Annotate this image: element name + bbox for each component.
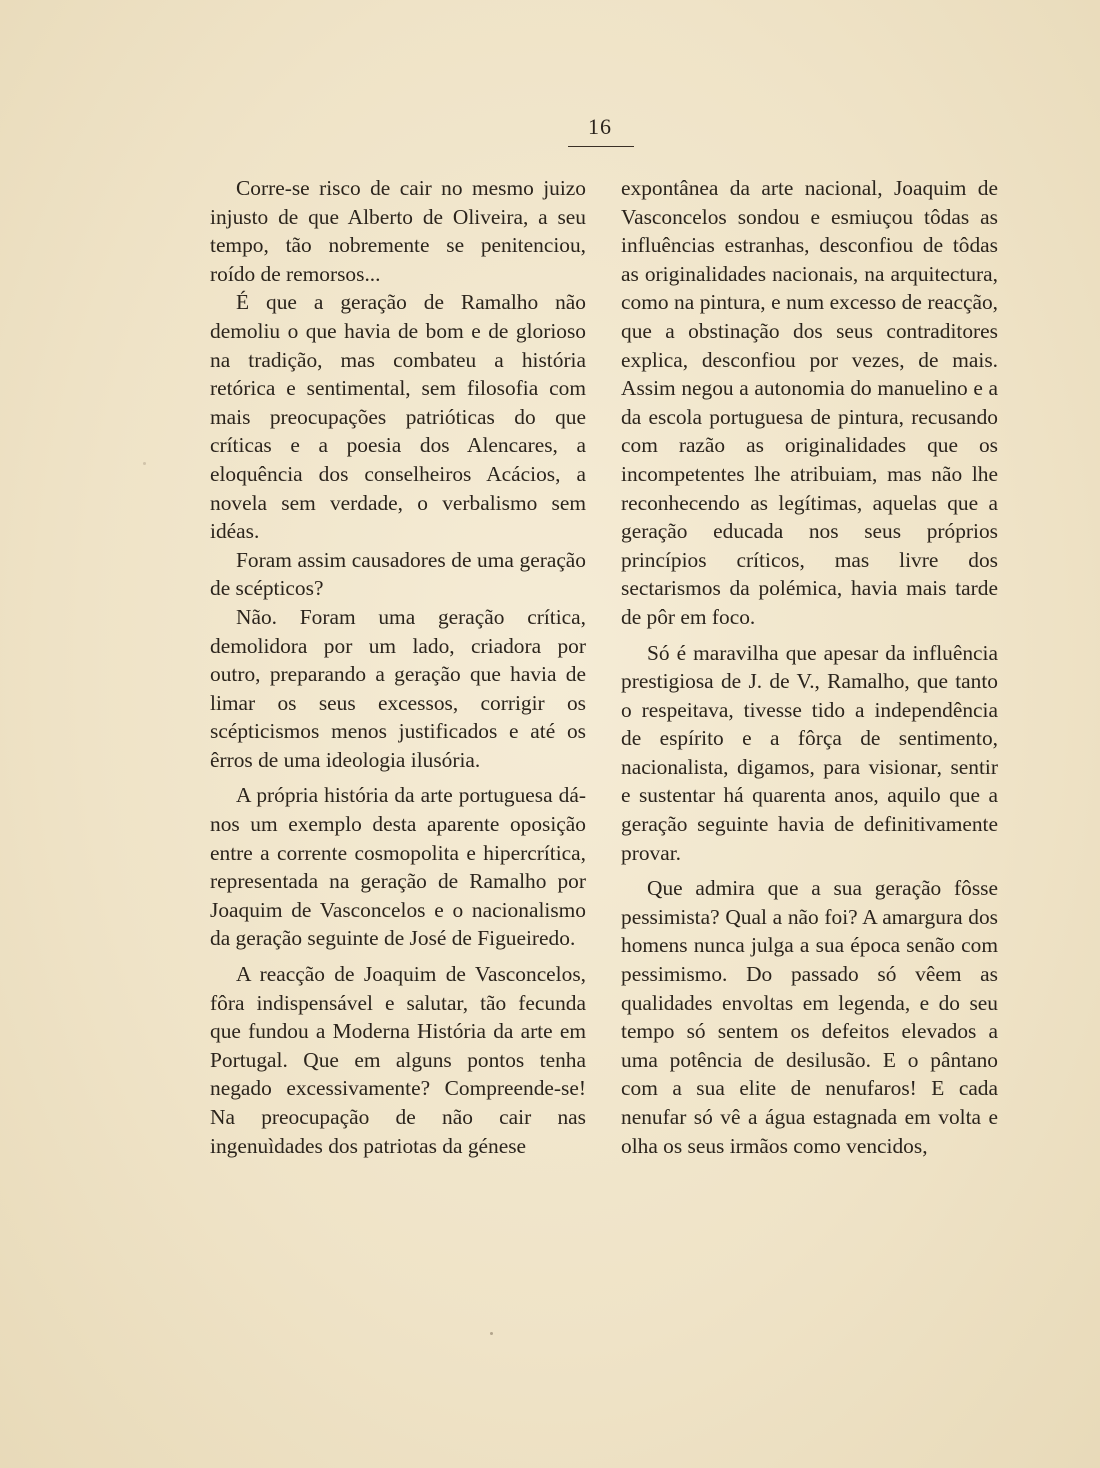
- paragraph: Não. Foram uma geração crítica, demolidora por um lado, criadora por outro, preparando a geração que havia de limar os seus excessos, corrigir os scépticismos menos justificados e até os êrros de uma ideologia ilusória.: [210, 604, 586, 772]
- paper-speck: [490, 1332, 493, 1335]
- paragraph: É que a geração de Ramalho não demoliu o que havia de bom e de glorioso na tradição, mas combateu a história retórica e sentimental, sem filosofia com mais preocupações patrióticas do que críticas e a poesia dos Alencares, a eloquência dos conselheiros Acácios, a novela sem verdade, o verbalismo sem idéas.: [210, 290, 586, 544]
- paragraph: expontânea da arte nacional, Joaquim de Vasconcelos sondou e esmiuçou tôdas as influências estranhas, desconfiou de tôdas as originalidades nacionais, na arquitectura, como na pintura, e num excesso de reacção, que a obstinação dos seus contraditores explica, desconfiou por vezes, de mais. Assim negou a autonomia do manuelino e a da escola portuguesa de pintura, recusando com razão as originalidades que os incompetentes lhe atribuiam, mas não lhe reconhecendo as legítimas, aquelas que a geração educada nos seus próprios princípios críticos, mas livre dos sectarismos da polémica, havia mais tarde de pôr em foco.: [621, 176, 998, 629]
- page-number: 16: [588, 114, 612, 139]
- paragraph: Só é maravilha que apesar da influência prestigiosa de J. de V., Ramalho, que tanto o respeitava, tivesse tido a independência de espírito e a fôrça de sentimento, nacionalista, digamos, para visionar, sentir e sustentar há quarenta anos, aquilo que a geração seguinte havia de definitivamente provar.: [621, 640, 998, 865]
- paragraph: Foram assim causadores de uma geração de scépticos?: [210, 547, 586, 601]
- paragraph: Corre-se risco de cair no mesmo juizo injusto de que Alberto de Oliveira, a seu tempo, tão nobremente se penitenciou, roído de remorsos...: [210, 176, 586, 286]
- paragraph: A reacção de Joaquim de Vasconcelos, fôra indispensável e salutar, tão fecunda que fundou a Moderna História da arte em Portugal. Que em alguns pontos tenha negado excessivamente? Compreende-se! Na preocupação de não cair nas ingenuìdades dos patriotas da génese: [210, 962, 586, 1158]
- paper-speck: [143, 462, 146, 465]
- paragraph: Que admira que a sua geração fôsse pessimista? Qual a não foi? A amargura dos homens nunca julga a sua época senão com pessimismo. Do passado só vêem as qualidades envoltas em legenda, e do seu tempo só sentem os defeitos elevados a uma potência de desilusão. E o pântano com a sua elite de nenufaros! E cada nenufar só vê a água estagnada em volta e olha os seus irmãos como vencidos,: [621, 876, 998, 1158]
- right-text-column: [621, 174, 998, 1160]
- paragraph: A própria história da arte portuguesa dá-nos um exemplo desta aparente oposição entre a corrente cosmopolita e hipercrítica, representada na geração de Ramalho por Joaquim de Vasconcelos e o nacionalismo da geração seguinte de José de Figueiredo.: [210, 783, 586, 951]
- page-number-rule: [568, 146, 634, 147]
- left-text-column: [210, 174, 586, 1160]
